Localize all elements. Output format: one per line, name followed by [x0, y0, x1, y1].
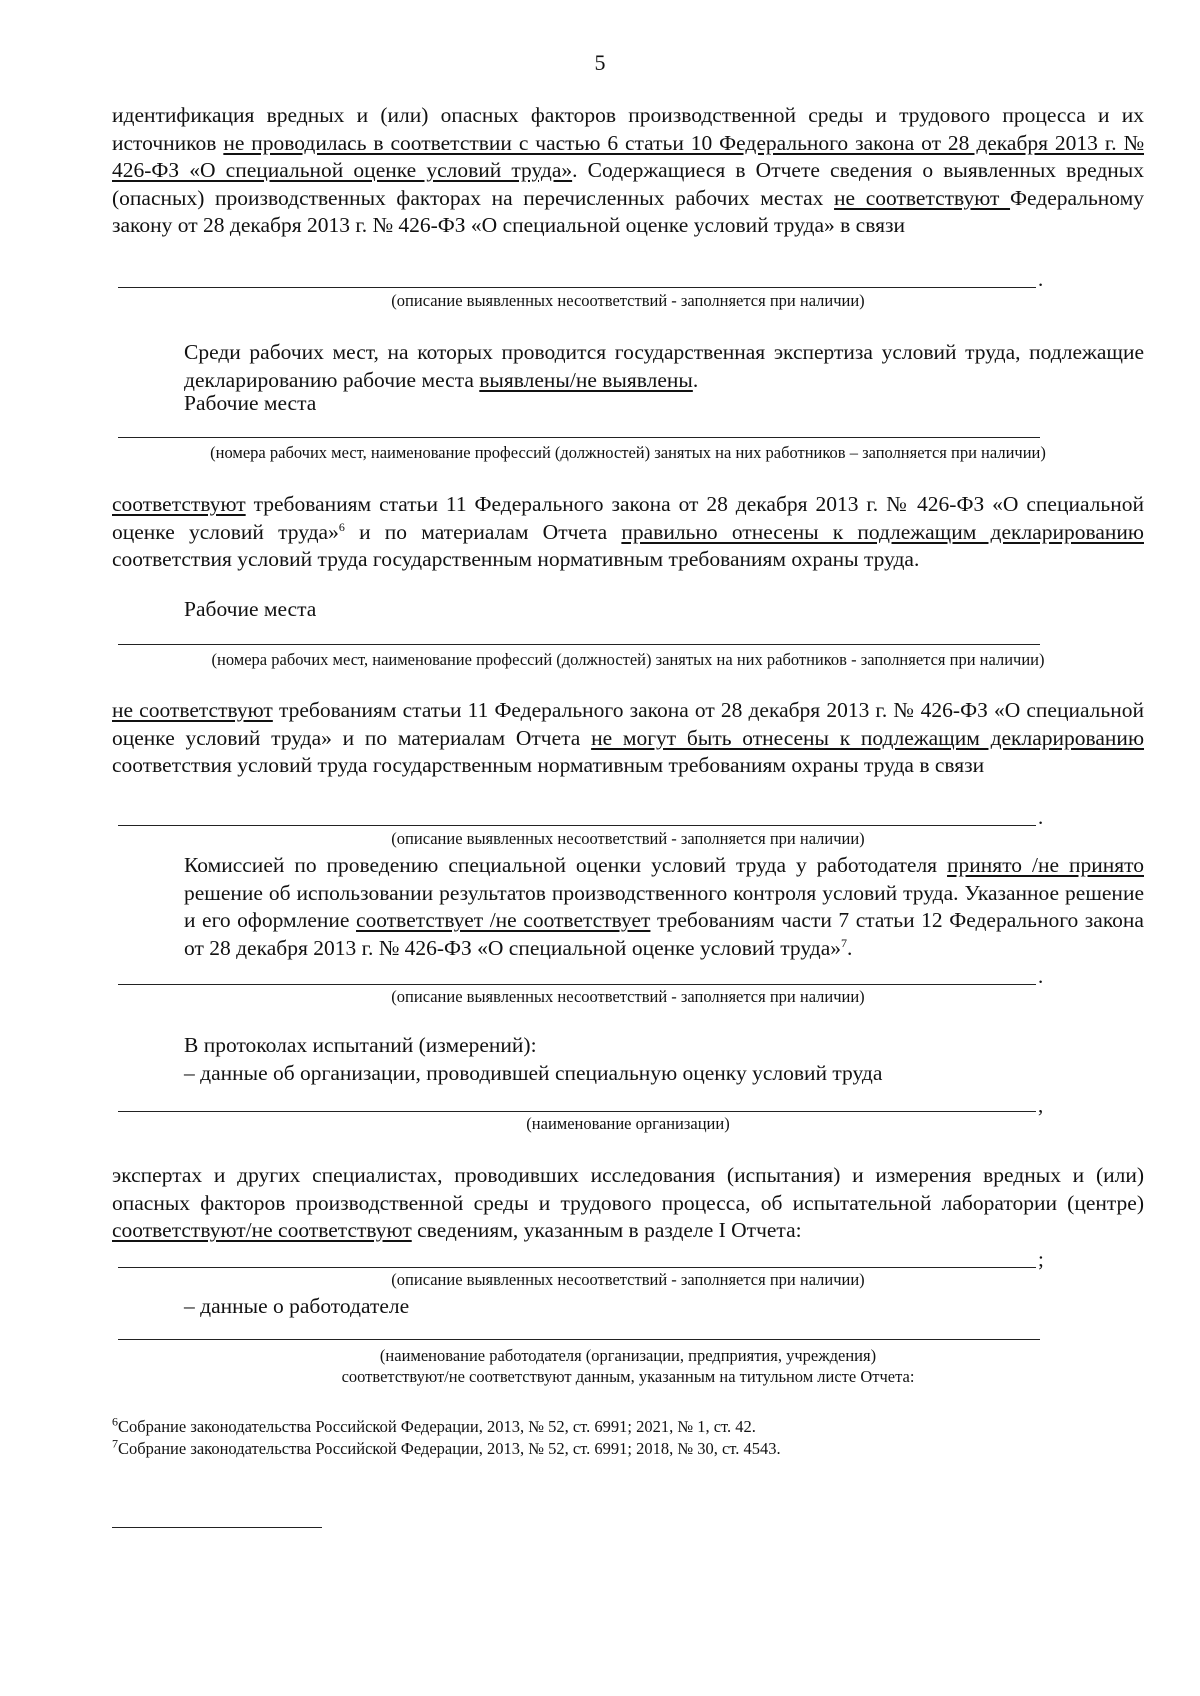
fill-in-line	[118, 984, 1036, 985]
footnote-number: 7	[112, 1436, 118, 1451]
footnote-ref: 7	[841, 935, 848, 950]
protocols-item-organization: – данные об организации, проводившей специальную оценку условий труда	[184, 1061, 883, 1085]
footnote-ref: 6	[338, 519, 345, 534]
caption-employer: (наименование работодателя (организации, предприятия, учреждения)	[379, 1346, 877, 1365]
fill-in-line	[118, 644, 1040, 645]
underlined-text: не могут быть отнесены к подлежащим декларированию	[591, 725, 1145, 750]
underlined-text: принято /не принято	[947, 853, 1144, 877]
workplaces-label: Рабочие места	[184, 597, 317, 621]
text-segment: решение об использовании результатов производственного контроля условий труда. Указанное решение и его оформление	[184, 880, 1144, 932]
underlined-text: выявлены/не выявлены	[479, 367, 693, 392]
line-end-period: .	[1038, 267, 1044, 291]
caption-employer-conformity: соответствуют/не соответствуют данным, указанным на титульном листе Отчета:	[341, 1367, 915, 1386]
fill-in-line	[118, 1267, 1036, 1268]
text-segment: Комиссией по проведению специальной оценки условий труда у работодателя	[184, 853, 948, 877]
fill-in-line	[118, 437, 1040, 438]
line-end-comma: ,	[1038, 1093, 1044, 1117]
workplaces-label: Рабочие места	[184, 391, 317, 415]
text-segment: требованиям статьи 11 Федерального закона от 28 декабря 2013 г. № 426-ФЗ «О специальной оценке условий труда» и по материалам Отчета	[112, 698, 1144, 750]
protocols-item-employer: – данные о работодателе	[184, 1294, 410, 1318]
paragraph-conforming	[112, 491, 1144, 574]
text-segment: соответствия условий труда государственным нормативным требованиям охраны труда.	[112, 547, 920, 571]
footnote-7	[112, 1436, 781, 1459]
text-segment: идентификация вредных и (или) опасных факторов производственной среды и трудового процесса и их источников	[112, 103, 1144, 155]
underlined-text: соответствует /не соответствует	[356, 908, 651, 932]
text-segment: требованиям статьи 11 Федерального закона от 28 декабря 2013 г. № 426-ФЗ «О специальной оценке условий труда»	[112, 492, 1144, 544]
paragraph-declaration	[112, 339, 1144, 394]
caption-nonconformity: (описание выявленных несоответствий - заполняется при наличии)	[391, 829, 865, 848]
footnote-text: Собрание законодательства Российской Федерации, 2013, № 52, ст. 6991; 2018, № 30, ст. 4543.	[118, 1439, 781, 1458]
paragraph-experts	[112, 1162, 1144, 1245]
fill-in-line	[118, 287, 1036, 288]
line-end-period: .	[1038, 805, 1044, 829]
paragraph-identification	[112, 102, 1144, 240]
text-segment: и по материалам Отчета	[344, 519, 622, 544]
underlined-text: не соответствуют	[112, 698, 273, 722]
footnote-number: 6	[112, 1414, 118, 1429]
fill-in-line	[118, 1111, 1036, 1112]
caption-workplaces: (номера рабочих мест, наименование профессий (должностей) занятых на них работников – заполняется при наличии)	[210, 443, 1046, 462]
fill-in-line	[118, 1339, 1040, 1340]
line-end-period: .	[1038, 964, 1044, 988]
fill-in-line	[118, 825, 1036, 826]
caption-organization: (наименование организации)	[526, 1114, 730, 1133]
text-segment: экспертах и других специалистах, проводивших исследования (испытания) и измерения вредных и (или) опасных факторов производственной среды и трудового процесса, об испытательной лаборатории (центре)	[112, 1163, 1144, 1215]
caption-workplaces: (номера рабочих мест, наименование профессий (должностей) занятых на них работников - заполняется при наличии)	[211, 650, 1045, 669]
protocols-intro: В протоколах испытаний (измерений):	[184, 1033, 537, 1057]
page-number: 5	[594, 50, 606, 75]
text-segment: Федеральному закону от 28 декабря 2013 г. № 426-ФЗ «О специальной оценке условий труда» в связи	[112, 185, 1144, 237]
text-segment: .	[692, 367, 699, 392]
underlined-text: не проводилась в соответствии с частью 6 статьи 10 Федерального закона от 28 декабря 2013 г. № 426-ФЗ «О специальной оценке условий труда»	[112, 130, 1145, 182]
caption-nonconformity: (описание выявленных несоответствий - заполняется при наличии)	[391, 1270, 865, 1289]
text-segment: сведениям, указанным в разделе I Отчета:	[411, 1218, 802, 1242]
paragraph-nonconforming	[112, 697, 1144, 780]
paragraph-commission	[112, 852, 1144, 962]
text-segment: . Содержащиеся в Отчете сведения о выявленных вредных (опасных) производственных факторах на перечисленных рабочих местах	[112, 158, 1144, 210]
text-segment: соответствия условий труда государственным нормативным требованиям охраны труда в связи	[112, 753, 985, 777]
footnote-text: Собрание законодательства Российской Федерации, 2013, № 52, ст. 6991; 2021, № 1, ст. 42.	[118, 1417, 756, 1436]
text-segment: .	[847, 935, 853, 960]
line-end-semicolon: ;	[1038, 1247, 1044, 1271]
underlined-text: не соответствуют	[834, 185, 1011, 210]
underlined-text: правильно отнесены к подлежащим декларированию	[621, 519, 1144, 544]
caption-nonconformity: (описание выявленных несоответствий - заполняется при наличии)	[391, 987, 865, 1006]
underlined-text: соответствуют	[112, 492, 246, 516]
text-segment: Среди рабочих мест, на которых проводится государственная экспертиза условий труда, подлежащие декларированию рабочие места	[184, 340, 1144, 392]
caption-nonconformity: (описание выявленных несоответствий - заполняется при наличии)	[391, 291, 865, 310]
footnote-6	[112, 1414, 756, 1437]
footnote-separator	[112, 1527, 322, 1528]
text-segment: требованиям части 7 статьи 12 Федерального закона от 28 декабря 2013 г. № 426-ФЗ «О специальной оценке условий труда»	[184, 908, 1144, 960]
underlined-text: соответствуют/не соответствуют	[112, 1218, 412, 1242]
